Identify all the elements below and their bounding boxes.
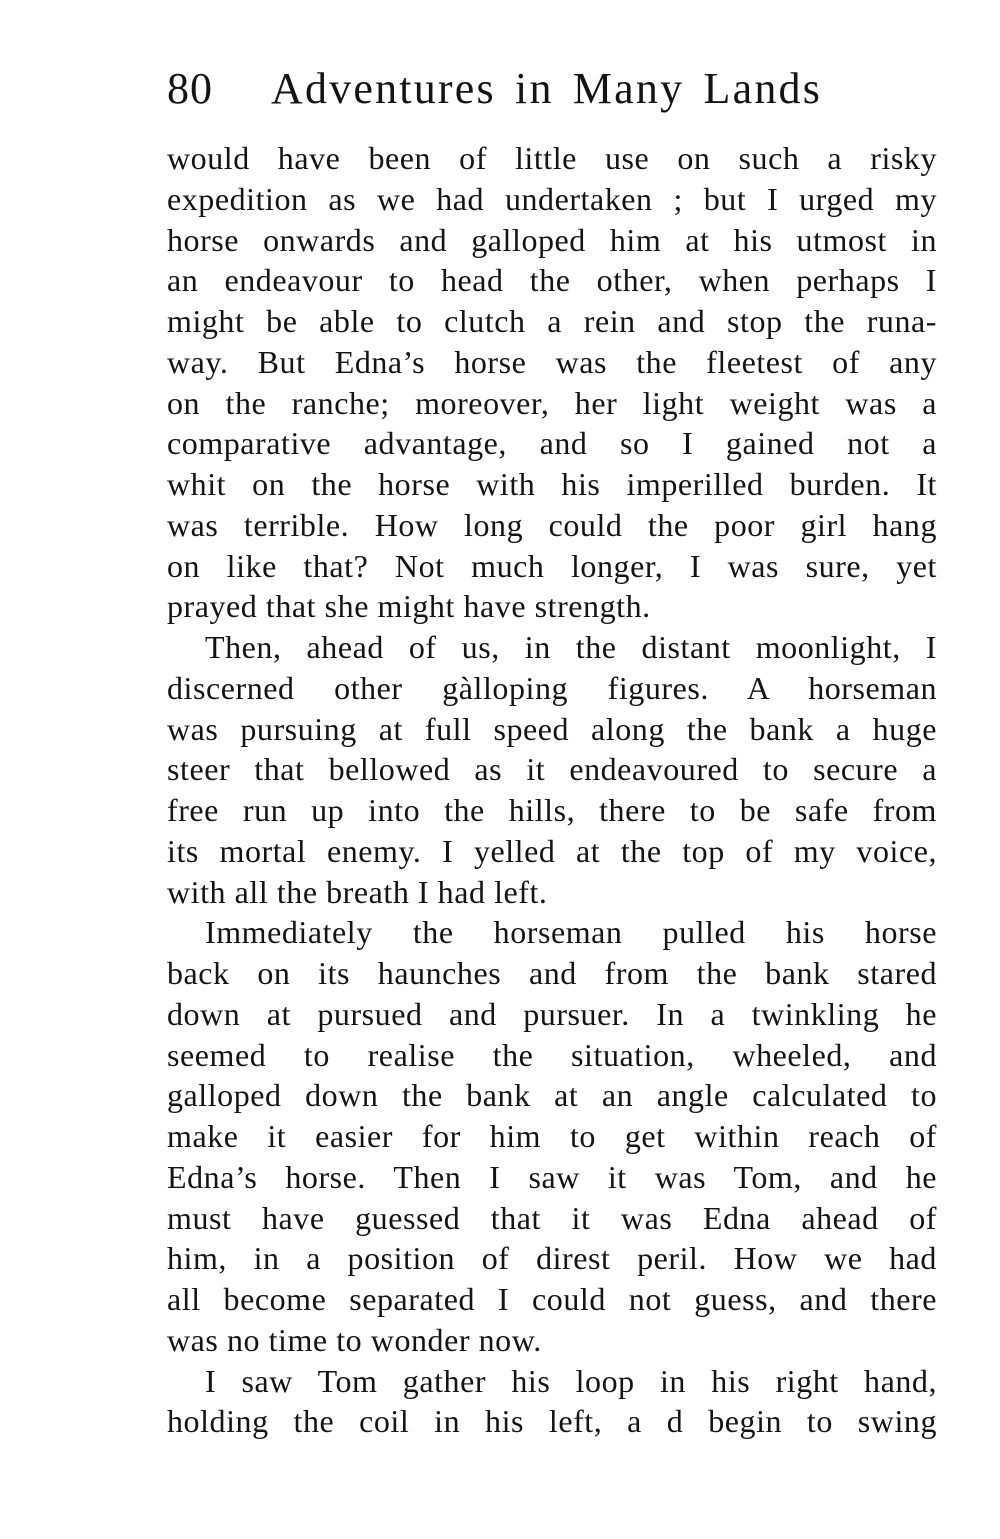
text-line: expedition as we had undertaken ; but I urged my: [167, 180, 937, 217]
text-line: back on its haunches and from the bank stared: [167, 955, 937, 991]
text-line: its mortal enemy. I yelled at the top of my voice,: [167, 832, 937, 869]
text-line: way. But Edna’s horse was the fleetest of any: [167, 343, 937, 380]
text-line: must have guessed that it was Edna ahead of: [167, 1199, 937, 1236]
paragraph-4: [167, 1361, 937, 1443]
text-line: was terrible. How long could the poor girl hang: [167, 506, 937, 543]
paragraph-1: [167, 138, 937, 627]
text-line: discerned other gàlloping figures. A horseman: [167, 669, 937, 706]
text-line: holding the coil in his left, a d begin to swing: [167, 1403, 937, 1440]
text-line: make it easier for him to get within reach of: [167, 1118, 937, 1154]
text-line: free run up into the hills, there to be safe from: [167, 792, 937, 828]
text-line: with all the breath I had left.: [167, 873, 548, 910]
text-line: horse onwards and galloped him at his utmost in: [167, 221, 937, 258]
text-line: seemed to realise the situation, wheeled, and: [167, 1036, 937, 1073]
running-head: [167, 58, 937, 120]
running-title: Adventures in Many Lands: [271, 64, 823, 113]
body-text: [167, 138, 937, 1442]
text-line: Immediately the horseman pulled his horse: [205, 914, 937, 951]
text-line: down at pursued and pursuer. In a twinkling he: [167, 995, 937, 1032]
text-line: might be able to clutch a rein and stop the runa-: [167, 303, 937, 339]
text-line: Then, ahead of us, in the distant moonlight, I: [205, 629, 937, 665]
text-line: whit on the horse with his imperilled burden. It: [167, 466, 937, 502]
text-line: all become separated I could not guess, and there: [167, 1281, 937, 1317]
text-line: would have been of little use on such a risky: [167, 140, 937, 176]
text-line: on like that? Not much longer, I was sure, yet: [167, 547, 937, 584]
text-line: an endeavour to head the other, when perhaps I: [167, 262, 937, 299]
text-line: steer that bellowed as it endeavoured to secure a: [167, 751, 937, 788]
text-line: galloped down the bank at an angle calculated to: [167, 1077, 937, 1114]
text-line: on the ranche; moreover, her light weight was a: [167, 384, 937, 421]
text-line: was pursuing at full speed along the bank a huge: [167, 710, 937, 747]
text-line: him, in a position of direst peril. How we had: [167, 1240, 937, 1277]
text-line: prayed that she might have strength.: [167, 588, 651, 625]
paragraph-3: [167, 912, 937, 1360]
text-line: was no time to wonder now.: [167, 1321, 542, 1358]
page-number: 80: [167, 64, 213, 113]
text-line: comparative advantage, and so I gained not a: [167, 425, 937, 462]
text-line: Edna’s horse. Then I saw it was Tom, and he: [167, 1158, 937, 1195]
text-line: I saw Tom gather his loop in his right hand,: [205, 1362, 937, 1399]
paragraph-2: [167, 627, 937, 912]
